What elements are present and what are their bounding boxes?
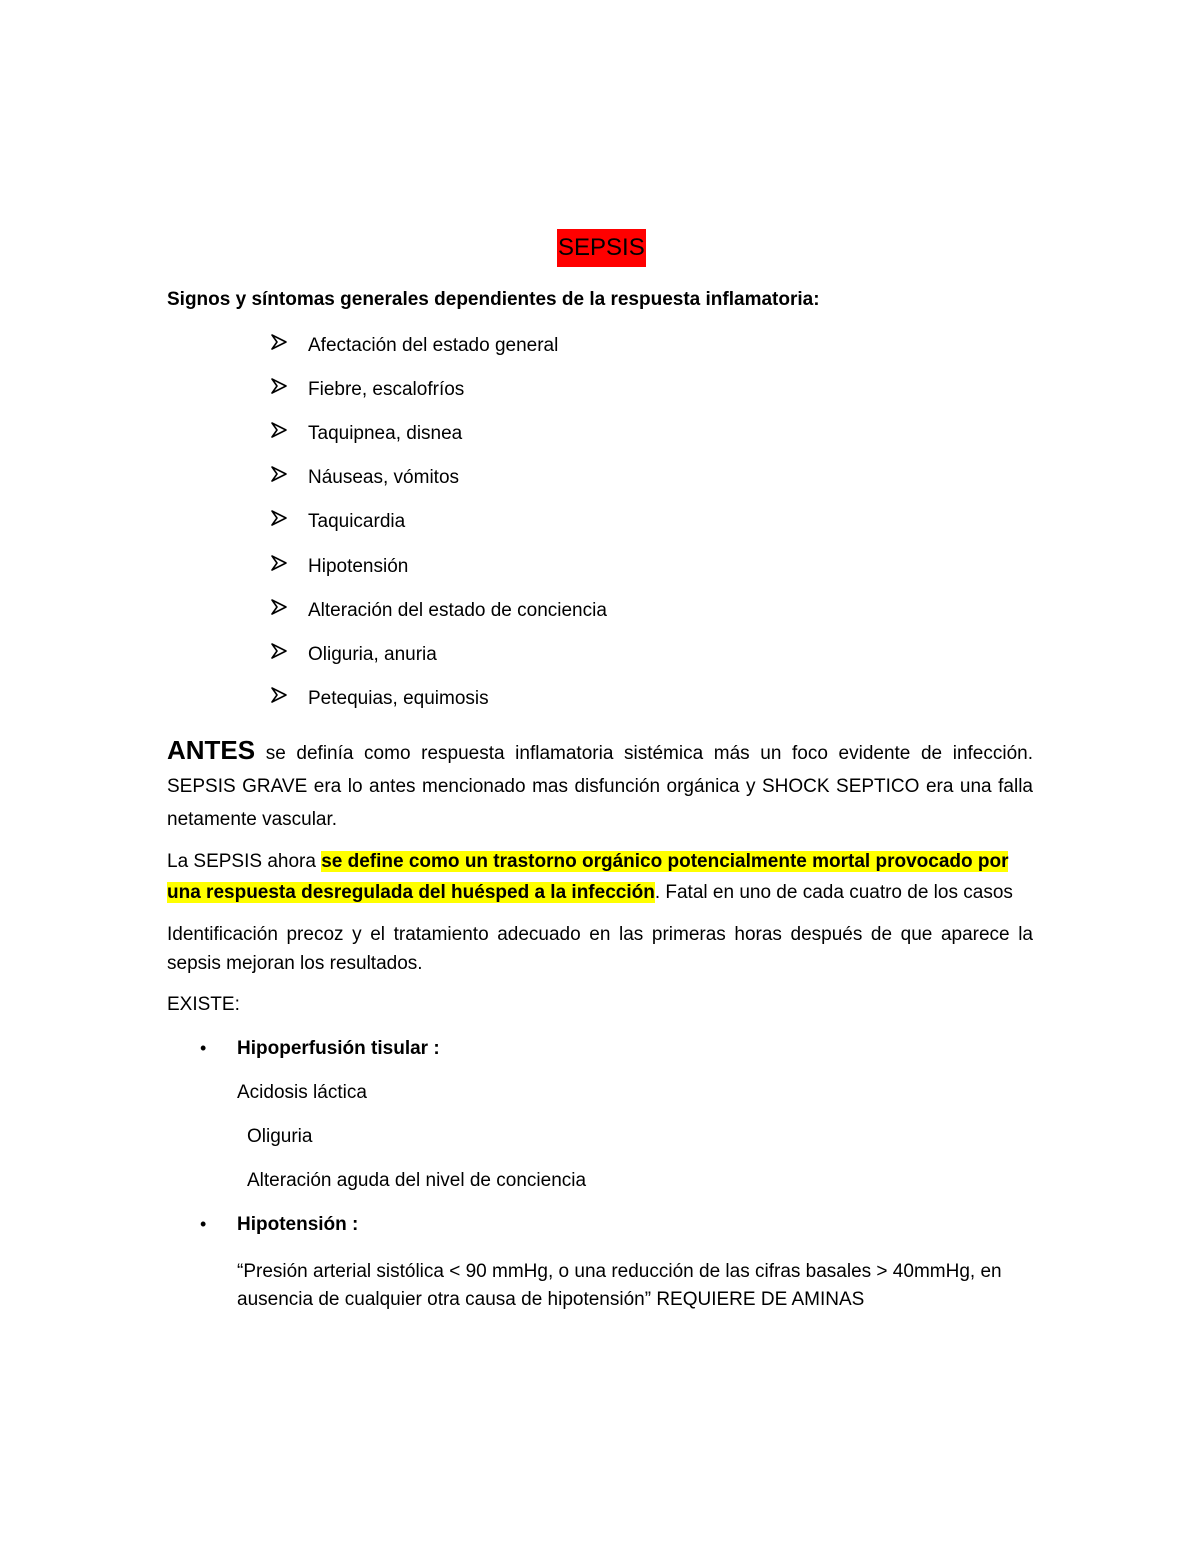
arrow-bullet-icon (270, 554, 308, 579)
sepsis-def-highlight: se define como un trastorno orgánico potencialmente mortal provocado por una respuesta desregulada del huésped a la infección (167, 851, 1009, 903)
hipotension-quote: “Presión arterial sistólica < 90 mmHg, o una reducción de las cifras basales > 40mmHg, en ausencia de cualquier otra causa de hipotensión” REQUIERE DE AMINAS (237, 1261, 1002, 1310)
sepsis-def-prefix: La SEPSIS ahora (167, 851, 322, 872)
list-item (270, 509, 405, 534)
page-title: SEPSIS (557, 229, 646, 267)
existe-label: EXISTE: (167, 994, 240, 1015)
arrow-bullet-icon (270, 598, 308, 623)
hipotension-header: Hipotensión : (237, 1214, 359, 1235)
arrow-bullet-icon (270, 377, 308, 402)
list-item-label: Taquicardia (308, 511, 406, 532)
arrow-bullet-icon (270, 509, 308, 534)
hipoperfusion-item: Alteración aguda del nivel de conciencia (247, 1170, 587, 1191)
hipoperfusion-item: Oliguria (247, 1126, 313, 1147)
list-item-label: Fiebre, escalofríos (308, 379, 465, 400)
list-item-label: Hipotensión (308, 556, 409, 577)
arrow-bullet-icon (270, 333, 308, 358)
hipoperfusion-header: Hipoperfusión tisular : (237, 1038, 440, 1059)
antes-text: se definía como respuesta inflamatoria sistémica más un foco evidente de infección. SEPSIS GRAVE era lo antes mencionado mas disfunción orgánica y SHOCK SEPTICO era una falla netamente vascular. (167, 743, 1033, 830)
hipoperfusion-item: Acidosis láctica (237, 1082, 367, 1103)
list-item-label: Alteración del estado de conciencia (308, 600, 607, 621)
sepsis-definition-paragraph (167, 846, 1033, 908)
identification-paragraph: Identificación precoz y el tratamiento adecuado en las primeras horas después de que aparece la sepsis mejoran los resultados. (167, 924, 1033, 974)
arrow-bullet-icon (270, 465, 308, 490)
section-subtitle: Signos y síntomas generales dependientes de la respuesta inflamatoria: (167, 289, 820, 310)
bullet-icon: • (200, 1214, 207, 1234)
sepsis-def-suffix: . Fatal en uno de cada cuatro de los casos (654, 882, 1013, 903)
antes-paragraph (167, 734, 1033, 836)
arrow-bullet-icon (270, 686, 308, 711)
list-item (270, 377, 464, 402)
antes-lead: ANTES (167, 735, 256, 765)
list-item (270, 642, 437, 667)
list-item-label: Oliguria, anuria (308, 644, 437, 665)
list-item-label: Petequias, equimosis (308, 688, 489, 709)
list-item (270, 598, 607, 623)
list-item (270, 421, 462, 446)
list-item (270, 554, 408, 579)
list-item-label: Náuseas, vómitos (308, 467, 460, 488)
list-item-label: Afectación del estado general (308, 335, 559, 356)
arrow-bullet-icon (270, 642, 308, 667)
list-item (270, 686, 489, 711)
list-item (270, 465, 459, 490)
list-item-label: Taquipnea, disnea (308, 423, 463, 444)
bullet-icon: • (200, 1038, 207, 1058)
list-item (270, 333, 558, 358)
arrow-bullet-icon (270, 421, 308, 446)
